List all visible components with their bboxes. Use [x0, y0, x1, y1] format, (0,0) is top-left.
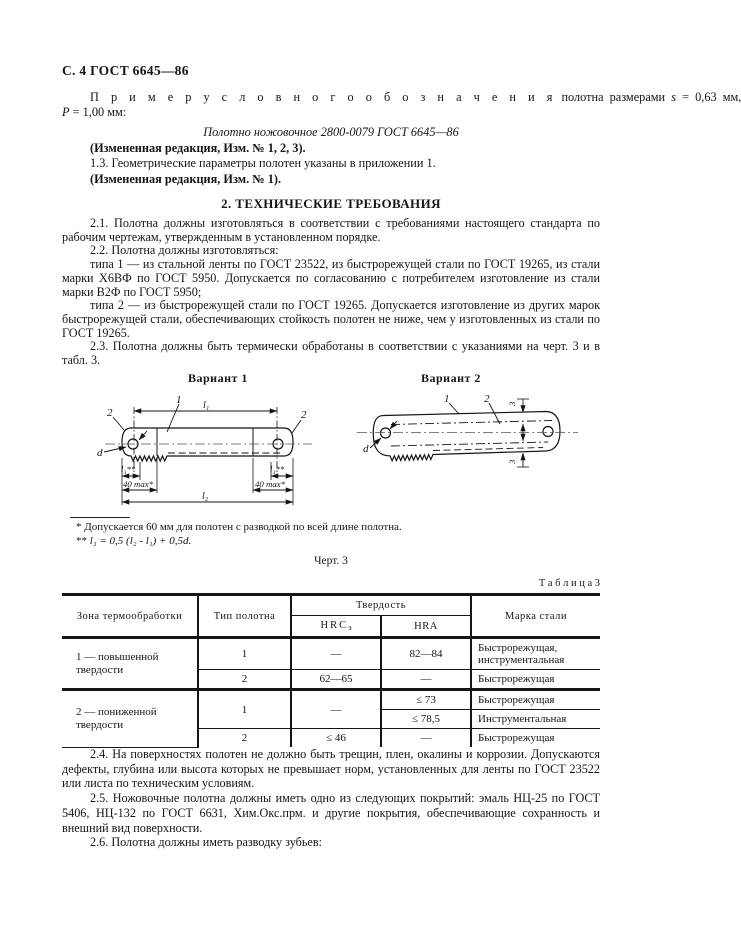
example-line [62, 90, 741, 105]
clause-2-2-type2: типа 2 — из быстрорежущей стали по ГОСТ 19265. Допускается изготовление из других марок быстрорежущей стали, обеспечивающих стойкость полотен не ниже, чем у изготовленных из стали по ГОСТ 19265. [62, 298, 600, 340]
table-row [62, 690, 600, 710]
cell-type: 1 [198, 638, 291, 670]
cell-hra: — [381, 729, 471, 748]
header-hrc [291, 616, 381, 638]
cell-hrc: — [291, 690, 381, 729]
clause-2-4: 2.4. На поверхностях полотен не должно быть трещин, плен, окалины и коррозии. Допускаются дефекты, глубина или высота которых не превышает норм, установленных для ленты по ГОСТ 23522 или листа по техническим условиям. [62, 747, 600, 791]
hole-callout-arrow-v1 [139, 431, 147, 440]
header-type: Тип полотна [198, 595, 291, 638]
footnote-rule [70, 517, 130, 518]
clause-2-3: 2.3. Полотна должны быть термически обработаны в соответствии с указаниями на черт. 3 и в табл. 3. [62, 339, 600, 368]
cell-steel: Быстрорежущая [471, 670, 600, 690]
dim-l3-left-label: l₃** [121, 464, 136, 474]
intro-block [62, 90, 741, 187]
figure-variant-2-title: Вариант 2 [421, 371, 481, 385]
blade-outline-v1 [122, 428, 293, 461]
blade-outline-v2 [373, 412, 560, 461]
header-hra: HRA [381, 616, 471, 638]
clause-2-6: 2.6. Полотна должны иметь разводку зубьев: [90, 835, 322, 850]
cell-steel: Быстрорежущая [471, 690, 600, 710]
d-label-v1: d [97, 447, 103, 459]
dim-l3-right-label: l₃** [270, 464, 285, 474]
header-hrc-main: HRC [320, 620, 349, 631]
page-header: С. 4 ГОСТ 6645—86 [62, 63, 189, 78]
clause-2-1: 2.1. Полотна должны изготовляться в соответствии с требованиями настоящего стандарта по рабочим чертежам, утвержденным в установленном порядке. [62, 216, 600, 244]
dim-40max-left-label: 40 max* [123, 479, 154, 489]
leader-pos2-right-v1 [292, 420, 301, 433]
hardness-table [62, 593, 600, 748]
header-zone: Зона термообработки [62, 595, 198, 638]
blade-drawing-svg [0, 368, 661, 518]
cell-zone-2: 2 — пониженной твердости [62, 690, 198, 748]
cell-hra: — [381, 670, 471, 690]
pos2-label-left-v1: 2 [107, 407, 113, 419]
section-2-paragraphs [62, 217, 600, 368]
designation-line: Полотно ножовочное 2800-0079 ГОСТ 6645—86 [203, 125, 459, 140]
header-steel: Марка стали [471, 595, 600, 638]
example-mid-text: полотна размерами [555, 90, 672, 104]
table-row [62, 638, 600, 670]
header-hrc-sub: э [348, 623, 352, 632]
pos1-label-v2: 1 [444, 393, 450, 405]
footnote-2 [62, 535, 600, 549]
hole-callout-arrow-v2 [390, 421, 397, 429]
mounting-hole-right-v2 [543, 427, 553, 437]
clause-2-5: 2.5. Ножовочные полотна должны иметь одно из следующих покрытий: эмаль НЦ-25 по ГОСТ 5406, НЦ-132 по ГОСТ 6631, Хим.Окс.прм. и другие покрытия, обеспечивающие сохранность и внешний вид поверхности. [62, 791, 600, 835]
cell-type: 2 [198, 729, 291, 748]
figure-caption: Черт. 3 [314, 555, 348, 567]
cell-hra: 82—84 [381, 638, 471, 670]
pos2-label-right-v1: 2 [301, 409, 307, 421]
leader-pos2-left-v1 [113, 417, 124, 430]
footnote-2-mark: ** [76, 534, 90, 547]
example-line-2 [62, 105, 600, 120]
example-var-p: Р [62, 104, 70, 119]
hardness-zone-dashed-v2 [433, 448, 543, 451]
example-p-value: = 1,00 мм: [69, 104, 127, 119]
cell-steel: Быстрорежущая, инструментальная [471, 638, 600, 670]
clause-1-3: 1.3. Геометрические параметры полотен указаны в приложении 1. [90, 156, 436, 171]
amendment-note-1: (Измененная редакция, Изм. № 1, 2, 3). [90, 140, 306, 155]
cell-zone-1: 1 — повышенной твердости [62, 638, 198, 690]
amendment-note-2: (Измененная редакция, Изм. № 1). [90, 171, 282, 186]
cell-steel: Инструментальная [471, 710, 600, 729]
figure-footnotes [62, 517, 600, 569]
pos1-label-v1: 1 [176, 394, 182, 406]
table-header-row-1 [62, 595, 600, 616]
cell-hra: ≤ 78,5 [381, 710, 471, 729]
cell-type: 2 [198, 670, 291, 690]
leader-pos1-v2 [449, 403, 459, 414]
footnote-1: * Допускается 60 мм для полотен с разводкой по всей длине полотна. [76, 521, 402, 533]
leader-pos2-v2 [489, 403, 500, 424]
dim-l1-label: l₁ [203, 400, 210, 411]
example-s-value: = 0,63 мм, [676, 90, 741, 104]
cell-hrc: 62—65 [291, 670, 381, 690]
cell-type: 1 [198, 690, 291, 729]
cell-hrc: ≤ 46 [291, 729, 381, 748]
cell-steel: Быстрорежущая [471, 729, 600, 748]
cell-hrc: — [291, 638, 381, 670]
header-hardness: Твердость [291, 595, 471, 616]
clause-2-2-type1: типа 1 — из стальной ленты по ГОСТ 23522, из быстрорежущей стали по ГОСТ 19265, из стали марки Х6ВФ по ГОСТ 5950. Допускается по согласованию с потребителем изготовление из стали марки В2Ф по ГОСТ 5950; [62, 257, 600, 299]
cell-hra: ≤ 73 [381, 690, 471, 710]
zone-top-dashdot-v2 [391, 421, 552, 425]
variant2-drawing [357, 399, 578, 467]
outro-paragraphs [62, 747, 600, 850]
mounting-hole-left-v2 [381, 428, 391, 438]
dim-l2-label: l₂ [202, 491, 209, 502]
section-2-title: 2. ТЕХНИЧЕСКИЕ ТРЕБОВАНИЯ [221, 196, 441, 211]
pos2-label-v2: 2 [484, 393, 490, 405]
dim3-top-label: 3 [507, 401, 517, 406]
zone-bottom-dashdot-v2 [391, 442, 548, 446]
variant1-drawing [104, 404, 312, 505]
example-spaced-text: П р и м е р у с л о в н о г о о б о з н а ч е н и я [90, 90, 556, 104]
dim-40max-right-label: 40 max* [255, 479, 286, 489]
clause-2-2: 2.2. Полотна должны изготовляться: [90, 243, 279, 258]
dim3-bottom-label: 3 [507, 459, 517, 464]
figure-variant-1-title: Вариант 1 [188, 371, 248, 385]
d-label-v2: d [363, 443, 369, 455]
table-label: Т а б л и ц а 3 [538, 578, 600, 589]
footnote-2-formula: l₃ = 0,5 (l₂ - l₁) + 0,5d. [89, 534, 192, 547]
example-var-s: s [671, 90, 677, 104]
